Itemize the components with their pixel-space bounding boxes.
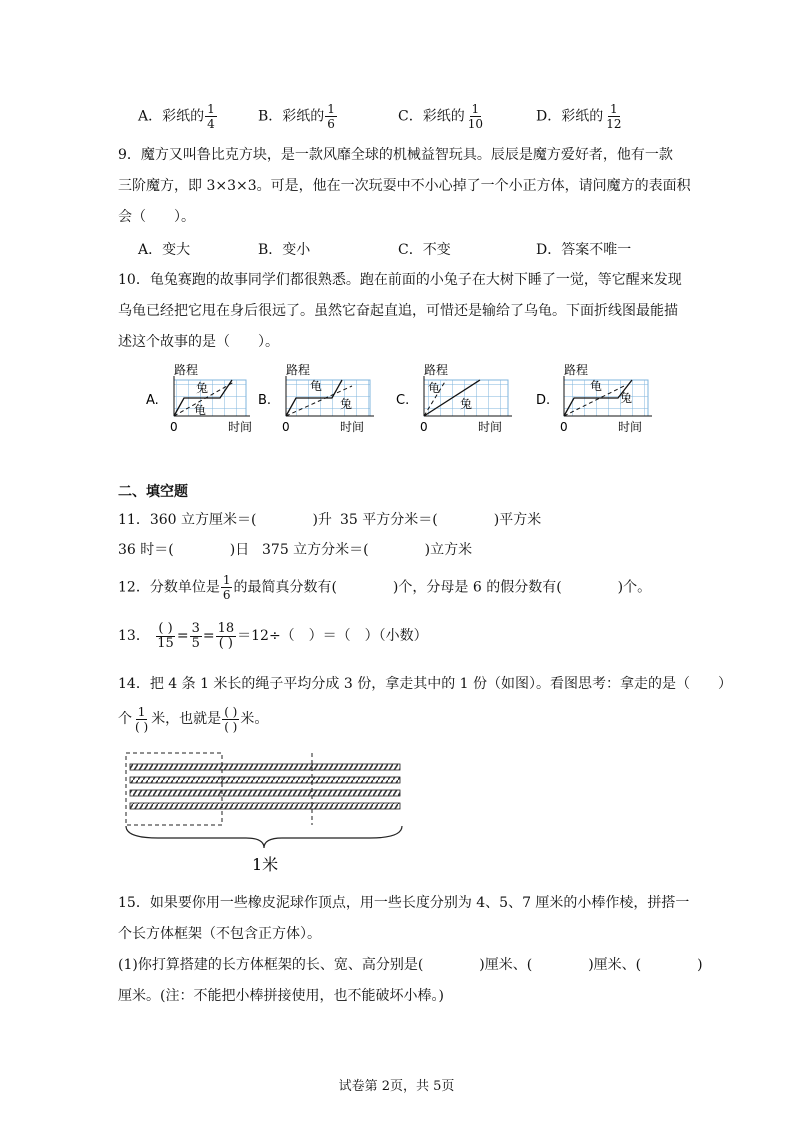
fraction-numerator: 18: [217, 620, 235, 636]
graph-c-origin: 0: [420, 420, 428, 434]
q9-option-a: A．变大: [138, 242, 191, 258]
q10-line-2: 乌龟已经把它甩在身后很远了。虽然它奋起直追，可惜还是输给了乌龟。下面折线图最能描: [118, 303, 678, 319]
q9-line-2: 三阶魔方，即 3×3×3。可是，他在一次玩耍中不小心掉了一个小正方体，请问魔方的表面积: [118, 178, 691, 194]
fraction-numerator: 1: [222, 573, 231, 587]
fraction-numerator: 3: [191, 620, 200, 636]
q10-line-3: 述这个故事的是（ ）。: [118, 334, 279, 350]
fraction-denominator: 15: [157, 635, 174, 651]
q15-line-2: 个长方体框架（不包含正方体）。: [118, 926, 321, 942]
graph-d-letter: D.: [536, 393, 551, 408]
graph-d-ylabel: 路程: [564, 363, 589, 377]
fraction-denominator: 10: [467, 117, 483, 131]
q8-option-c-text: C．彩纸的: [398, 108, 465, 125]
graph-c-bottom-label: 兔: [460, 397, 473, 411]
fraction-numerator: ( ): [224, 704, 238, 719]
fraction: [216, 622, 237, 651]
q14-mid-text: 米，也就是: [151, 711, 222, 727]
rope: [130, 803, 400, 809]
graph-a-origin: 0: [170, 420, 178, 434]
graph-d-origin: 0: [560, 420, 568, 434]
q14-line-1: 14．把 4 条 1 米长的绳子平均分成 3 份，拿走其中的 1 份（如图）。看图思考：拿走的是（ ）: [118, 676, 733, 692]
graph-d-top-label: 龟: [590, 379, 603, 393]
q13-label: 13．: [118, 628, 150, 644]
q8-option-a: [138, 102, 218, 131]
q15-line-3: (1)你打算搭建的长方体框架的长、宽、高分别是( )厘米、( )厘米、( ): [118, 957, 703, 973]
q8-option-d-text: D．彩纸的: [536, 108, 604, 125]
graph-b-ylabel: 路程: [286, 363, 311, 377]
q12-pre-text: 12．分数单位是: [118, 579, 220, 596]
q9-line-1: 9．魔方又叫鲁比克方块，是一款风靡全球的机械益智玩具。辰辰是魔方爱好者，他有一款: [118, 147, 673, 163]
fraction: [466, 102, 485, 131]
fraction: [221, 573, 233, 602]
graph-d-bottom-label: 兔: [620, 391, 633, 405]
graph-a-letter: A.: [146, 393, 159, 408]
q8-option-b-text: B．彩纸的: [258, 108, 325, 125]
graph-b-top-label: 龟: [310, 379, 323, 393]
fraction-numerator: ( ): [158, 620, 173, 636]
fraction-denominator: 5: [191, 635, 200, 651]
fraction-numerator: 1: [610, 102, 618, 116]
fraction-denominator: ( ): [224, 719, 238, 734]
q11-line-1a: 11．360 立方厘米＝( )升: [118, 512, 332, 528]
q8-option-c: [398, 102, 486, 131]
fraction: [325, 102, 337, 131]
rope: [130, 790, 400, 796]
fraction: [190, 622, 202, 651]
graph-a-bottom-label: 龟: [194, 403, 207, 417]
graph-c-letter: C.: [396, 393, 410, 408]
equals-sign: =: [202, 628, 215, 644]
brace: [126, 826, 402, 848]
fraction-numerator: 1: [137, 704, 146, 719]
q14-pre-text: 个: [118, 711, 132, 727]
figure-label: 1米: [252, 855, 279, 874]
q13-rest-text: ＝12÷（ ）＝（ ）（小数）: [237, 628, 428, 644]
rope: [130, 777, 400, 783]
q13-line: [118, 620, 428, 652]
fraction: [133, 705, 150, 734]
fraction: [604, 102, 623, 131]
q12-line: [118, 573, 651, 602]
q11-line-2a: 36 时＝( )日: [118, 542, 250, 558]
graph-b-bottom-label: 兔: [340, 397, 353, 411]
graph-c-xlabel: 时间: [478, 420, 503, 434]
graph-b-origin: 0: [282, 420, 290, 434]
q12-post-text: 的最简真分数有( )个，分母是 6 的假分数有( )个。: [233, 579, 652, 596]
graph-a: [146, 363, 252, 434]
fraction: [155, 622, 176, 651]
q8-option-b: [258, 102, 338, 131]
graph-c: [396, 363, 512, 434]
graph-c-top-label: 龟: [428, 381, 441, 395]
fraction-numerator: 1: [471, 102, 480, 116]
fraction: [222, 705, 239, 734]
q9-line-3: 会（ ）。: [118, 209, 195, 225]
q14-post-text: 米。: [240, 711, 269, 727]
fraction-numerator: 1: [207, 102, 215, 116]
fraction-denominator: 12: [606, 117, 622, 131]
q9-option-b: B．变小: [258, 242, 311, 258]
q8-option-a-text: A．彩纸的: [138, 108, 205, 125]
graph-b-letter: B.: [258, 393, 272, 408]
section-heading: 二、填空题: [118, 484, 188, 500]
fraction-denominator: 6: [327, 117, 335, 131]
graph-a-xlabel: 时间: [228, 420, 253, 434]
q10-graphs: [140, 360, 680, 438]
graph-c-ylabel: 路程: [424, 363, 449, 377]
fraction-numerator: 1: [327, 102, 335, 116]
q9-option-c: C．不变: [398, 242, 451, 258]
page-footer: 试卷第 2页，共 5页: [338, 1079, 455, 1094]
q10-line-1: 10．龟兔赛跑的故事同学们都很熟悉。跑在前面的小兔子在大树下睡了一觉，等它醒来发现: [118, 272, 682, 288]
rope: [130, 764, 400, 770]
fraction: [205, 102, 217, 131]
graph-a-ylabel: 路程: [174, 363, 199, 377]
fraction-denominator: 4: [207, 117, 215, 131]
q15-line-4: 厘米。(注：不能把小棒拼接使用，也不能破坏小棒。): [118, 988, 444, 1004]
q15-line-1: 15．如果要你用一些橡皮泥球作顶点，用一些长度分别为 4、5、7 厘米的小棒作棱，拼搭一: [118, 895, 690, 911]
rope-figure: [118, 748, 418, 878]
graph-b-xlabel: 时间: [340, 420, 365, 434]
q11-line-1b: 35 平方分米＝( )平方米: [340, 512, 542, 528]
q11-line-2b: 375 立方分米＝( )立方米: [262, 542, 473, 558]
equals-sign: =: [176, 628, 189, 644]
graph-a-top-label: 兔: [196, 381, 209, 395]
graph-d: [536, 363, 652, 434]
graph-b: [258, 363, 374, 434]
q8-option-d: [536, 102, 625, 131]
fraction-denominator: 6: [222, 588, 231, 602]
graph-d-xlabel: 时间: [618, 420, 643, 434]
q9-option-d: D．答案不唯一: [536, 242, 632, 258]
fraction-denominator: ( ): [135, 719, 149, 734]
fraction-denominator: ( ): [218, 635, 233, 651]
q14-line-2: [118, 704, 268, 734]
